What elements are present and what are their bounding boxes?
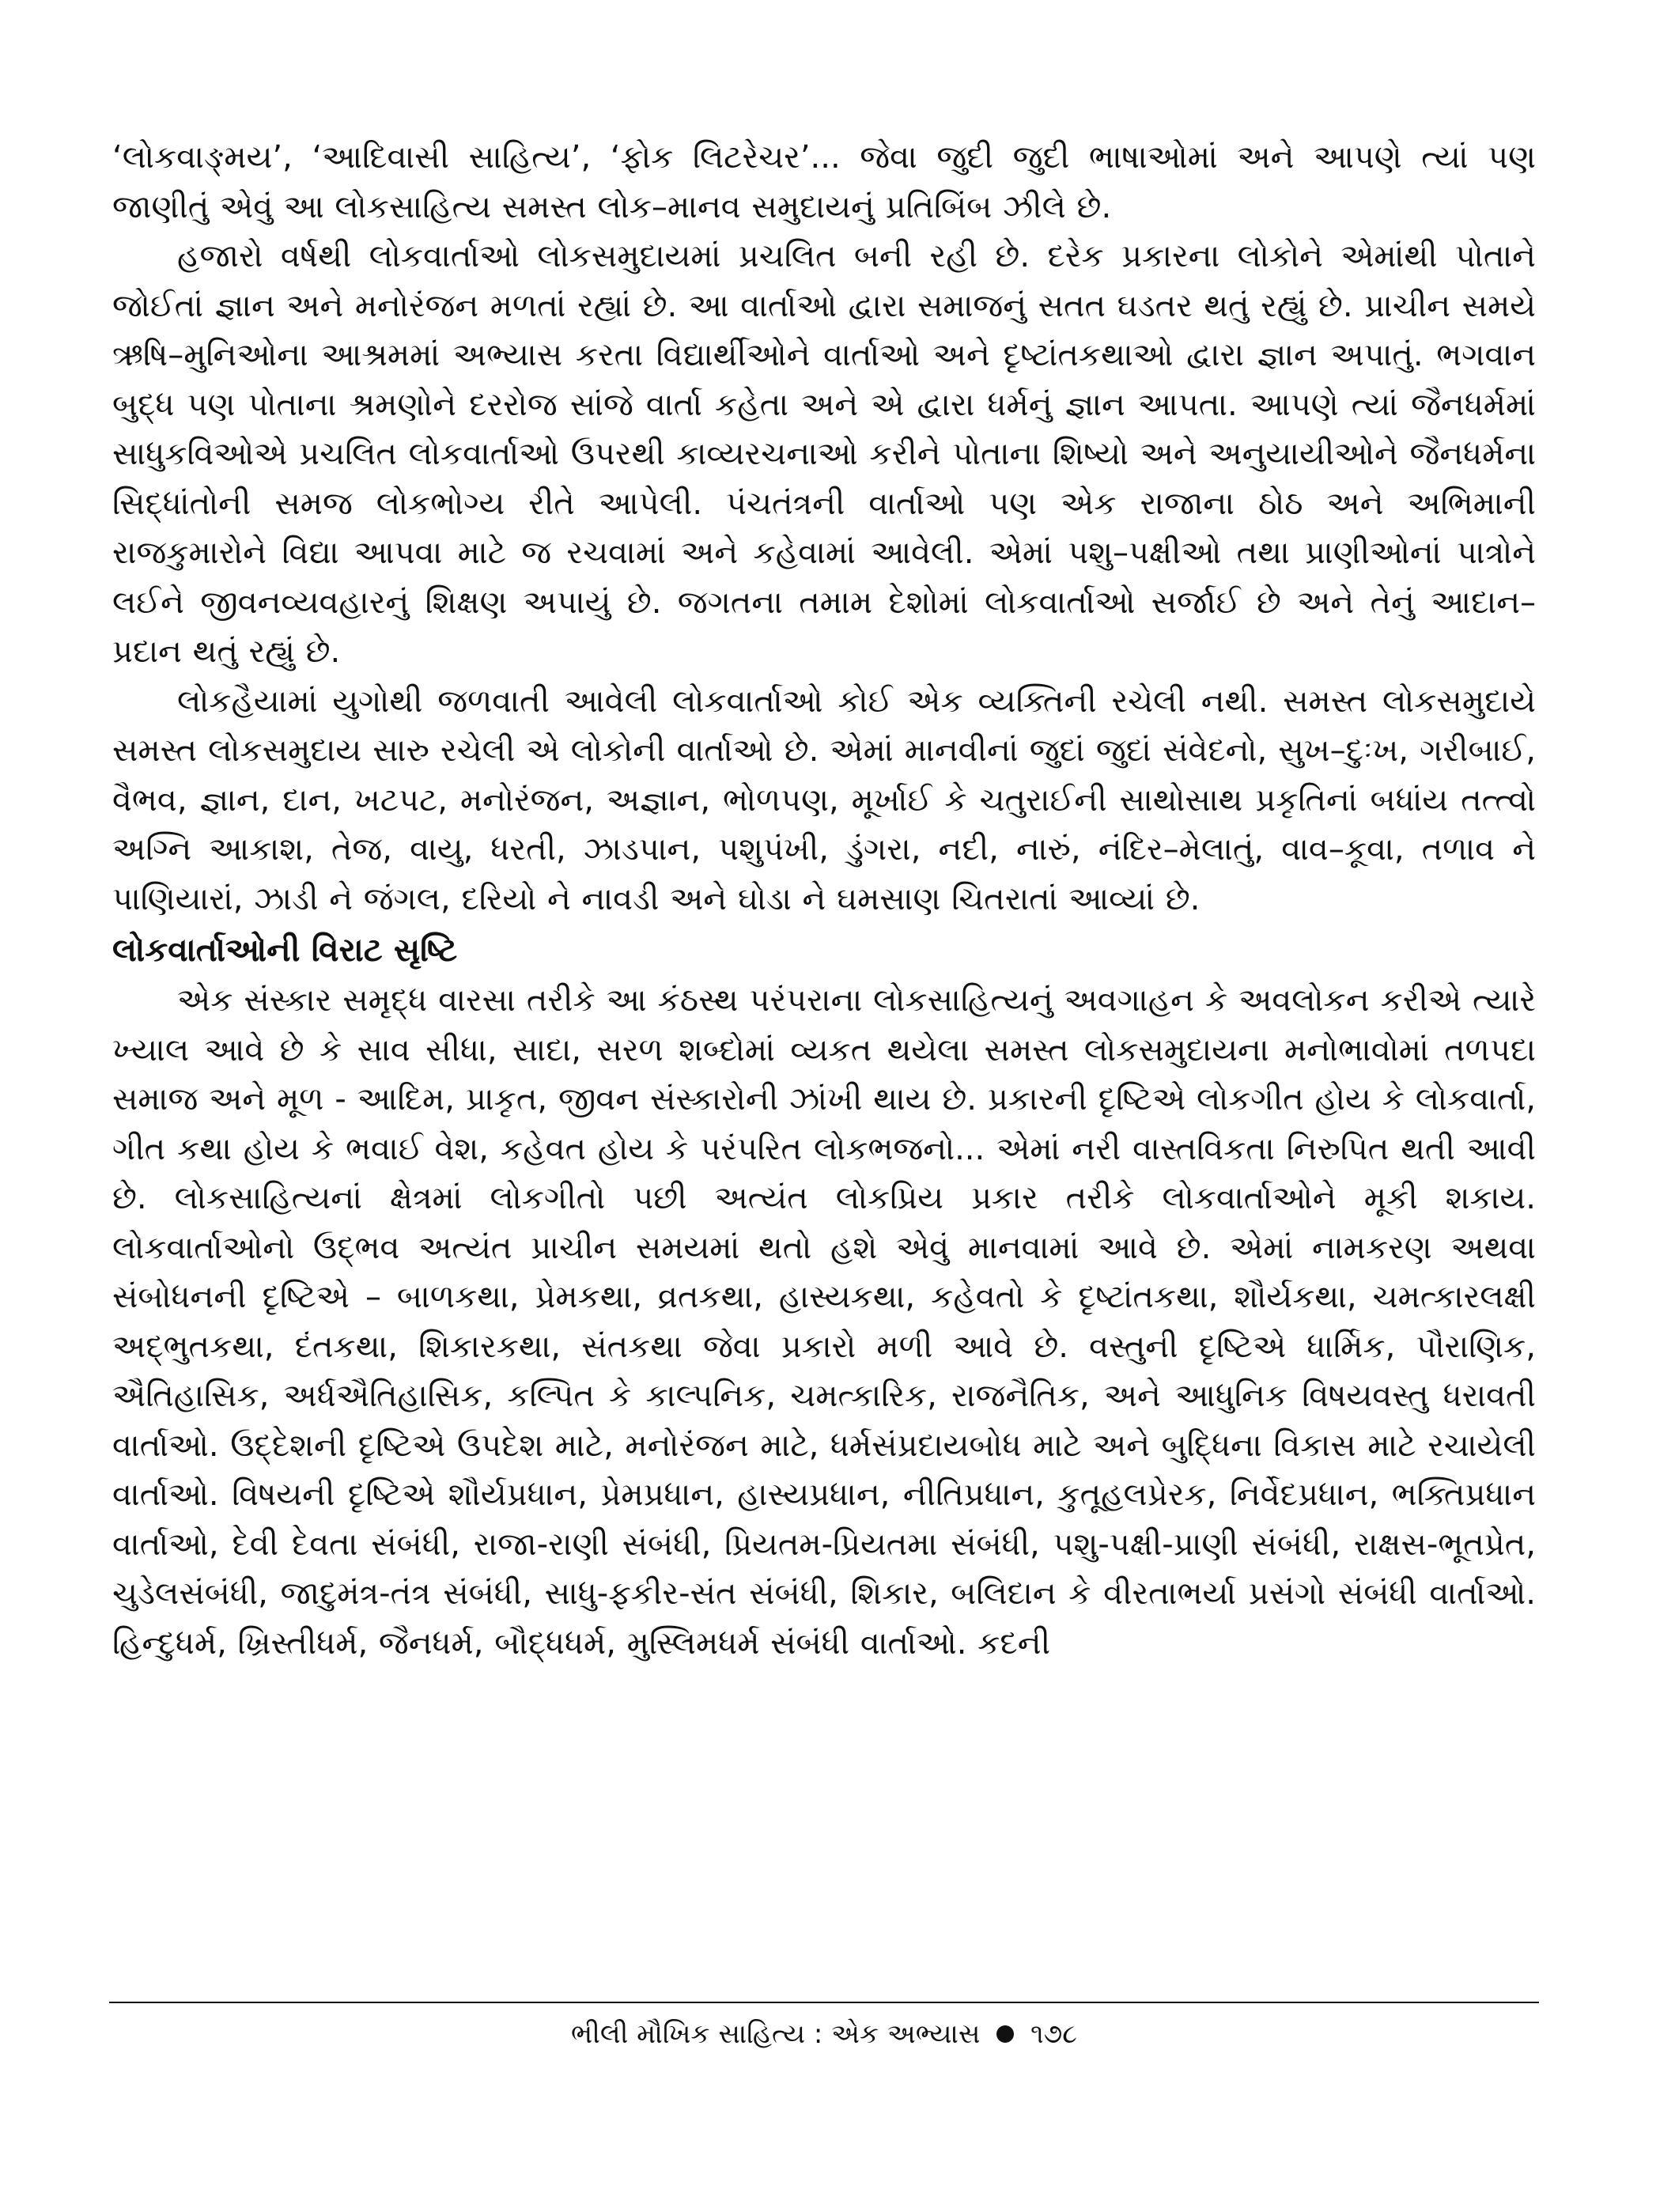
footer-book-title: ભીલી મૌખિક સાહિત્ય : એક અભ્યાસ — [570, 2018, 981, 2050]
section-heading: લોકવાર્તાઓની વિરાટ સૃષ્ટિ — [112, 931, 458, 969]
footer-divider — [109, 2002, 1539, 2003]
bullet-dot-icon — [996, 2025, 1014, 2043]
page-number: ૧૭૮ — [1030, 2018, 1078, 2050]
paragraph-intro-continuation: ‘લોકવાઙ્‌મય’, ‘આદિવાસી સાહિત્ય’, ‘ફોક લિટરેચર’... જેવા જુદી જુદી ભાષાઓમાં અને આપણે ત્યાં પણ જાણીતું એવું આ લોકસાહિત્ય સમસ્ત લોક–માનવ સમુદાયનું પ્રતિબિંબ ઝીલે છે. — [112, 139, 1536, 225]
paragraph-folk-heart: લોકહૈયામાં યુગોથી જળવાતી આવેલી લોકવાર્તાઓ કોઈ એક વ્યક્તિની રચેલી નથી. સમસ્ત લોકસમુદાયે સમસ્ત લોકસમુદાય સારુ રચેલી એ લોકોની વાર્તાઓ છે. એમાં માનવીનાં જુદાં જુદાં સંવેદનો, સુખ–દુઃખ, ગરીબાઈ, વૈભવ, જ્ઞાન, દાન, ખટપટ, મનોરંજન, અજ્ઞાન, ભોળપણ, મૂર્ખાઈ કે ચતુરાઈની સાથોસાથ પ્રકૃતિનાં બધાંય તત્ત્વો અગ્નિ આકાશ, તેજ, વાયુ, ધરતી, ઝાડપાન, પશુપંખી, ડુંગરા, નદી, નારું, નંદિર–મેલાતું, વાવ–કૂવા, તળાવ ને પાણિયારાં, ઝાડી ને જંગલ, દરિયો ને નાવડી અને ઘોડા ને ઘમસાણ ચિતરાતાં આવ્યાં છે. — [112, 683, 1536, 917]
page-body — [112, 133, 1536, 1668]
paragraph-folktale-history: હજારો વર્ષથી લોકવાર્તાઓ લોકસમુદાયમાં પ્રચલિત બની રહી છે. દરેક પ્રકારના લોકોને એમાંથી પોતાને જોઈતાં જ્ઞાન અને મનોરંજન મળતાં રહ્યાં છે. આ વાર્તાઓ દ્વારા સમાજનું સતત ઘડતર થતું રહ્યું છે. પ્રાચીન સમયે ઋષિ–મુનિઓના આશ્રમમાં અભ્યાસ કરતા વિદ્યાર્થીઓને વાર્તાઓ અને દૃષ્ટાંતકથાઓ દ્વારા જ્ઞાન અપાતું. ભગવાન બુદ્ધ પણ પોતાના શ્રમણોને દરરોજ સાંજે વાર્તા કહેતા અને એ દ્વારા ધર્મનું જ્ઞાન આપતા. આપણે ત્યાં જૈનધર્મમાં સાધુકવિઓએ પ્રચલિત લોકવાર્તાઓ ઉપરથી કાવ્યરચનાઓ કરીને પોતાના શિષ્યો અને અનુયાયીઓને જૈનધર્મના સિદ્ધાંતોની સમજ લોકભોગ્ય રીતે આપેલી. પંચતંત્રની વાર્તાઓ પણ એક રાજાના ઠોઠ અને અભિમાની રાજકુમારોને વિદ્યા આપવા માટે જ રચવામાં અને કહેવામાં આવેલી. એમાં પશુ–પક્ષીઓ તથા પ્રાણીઓનાં પાત્રોને લઈને જીવનવ્યવહારનું શિક્ષણ અપાયું છે. જગતના તમામ દેશોમાં લોકવાર્તાઓ સર્જાઈ છે અને તેનું આદાન–પ્રદાન થતું રહ્યું છે. — [112, 238, 1536, 670]
page-footer — [109, 2017, 1539, 2051]
paragraph-folktale-types: એક સંસ્કાર સમૃદ્ધ વારસા તરીકે આ કંઠસ્થ પરંપરાના લોકસાહિત્યનું અવગાહન કે અવલોકન કરીએ ત્યારે ખ્યાલ આવે છે કે સાવ સીધા, સાદા, સરળ શબ્દોમાં વ્યકત થયેલા સમસ્ત લોકસમુદાયના મનોભાવોમાં તળપદા સમાજ અને મૂળ - આદિમ, પ્રાકૃત, જીવન સંસ્કારોની ઝાંખી થાય છે. પ્રકારની દૃષ્ટિએ લોકગીત હોય કે લોકવાર્તા, ગીત કથા હોય કે ભવાઈ વેશ, કહેવત હોય કે પરંપરિત લોકભજનો... એમાં નરી વાસ્તવિકતા નિરુપિત થતી આવી છે. લોકસાહિત્યનાં ક્ષેત્રમાં લોકગીતો પછી અત્યંત લોકપ્રિય પ્રકાર તરીકે લોકવાર્તાઓને મૂકી શકાય. લોકવાર્તાઓનો ઉદ્ભવ અત્યંત પ્રાચીન સમયમાં થતો હશે એવું માનવામાં આવે છે. એમાં નામકરણ અથવા સંબોધનની દૃષ્ટિએ – બાળકથા, પ્રેમકથા, વ્રતકથા, હાસ્યકથા, કહેવતો કે દૃષ્ટાંતકથા, શૌર્યકથા, ચમત્કારલક્ષી અદ્ભુતકથા, દંતકથા, શિકારકથા, સંતકથા જેવા પ્રકારો મળી આવે છે. વસ્તુની દૃષ્ટિએ ધાર્મિક, પૌરાણિક, ઐતિહાસિક, અર્ધઐતિહાસિક, કલ્પિત કે કાલ્પનિક, ચમત્કારિક, રાજનૈતિક, અને આધુનિક વિષયવસ્તુ ધરાવતી વાર્તાઓ. ઉદ્દેશની દૃષ્ટિએ ઉપદેશ માટે, મનોરંજન માટે, ધર્મસંપ્રદાયબોધ માટે અને બુદ્ધિના વિકાસ માટે રચાયેલી વાર્તાઓ. વિષયની દૃષ્ટિએ શૌર્યપ્રધાન, પ્રેમપ્રધાન, હાસ્યપ્રધાન, નીતિપ્રધાન, કુતૂહલપ્રેરક, નિર્વેદપ્રધાન, ભક્તિપ્રધાન વાર્તાઓ, દેવી દેવતા સંબંધી, રાજા-રાણી સંબંધી, પ્રિયતમ-પ્રિયતમા સંબંધી, પશુ-પક્ષી-પ્રાણી સંબંધી, રાક્ષસ-ભૂતપ્રેત, ચુડેલસંબંધી, જાદુમંત્ર-તંત્ર સંબંધી, સાધુ-ફકીર-સંત સંબંધી, શિકાર, બલિદાન કે વીરતાભર્યા પ્રસંગો સંબંધી વાર્તાઓ. હિન્દુધર્મ, ખ્રિસ્તીધર્મ, જૈનધર્મ, બૌદ્ધધર્મ, મુસ્લિમધર્મ સંબંધી વાર્તાઓ. કદની — [112, 982, 1536, 1662]
